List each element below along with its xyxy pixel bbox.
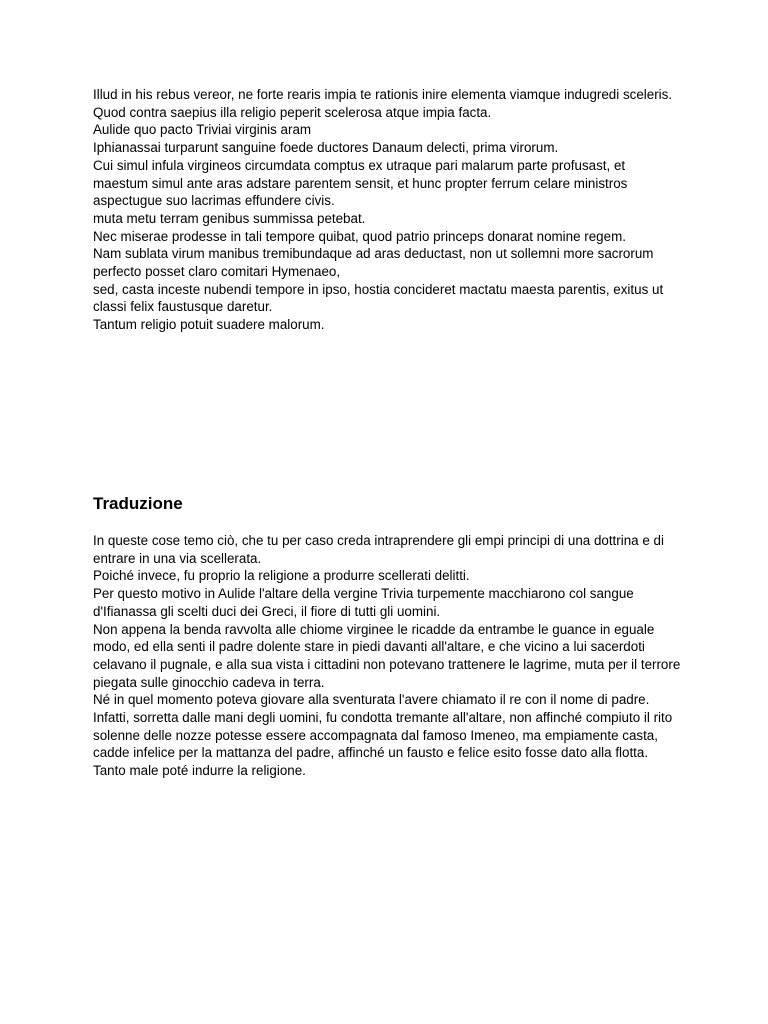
latin-paragraph: Illud in his rebus vereor, ne forte rearis impia te rationis inire elementa viamque indugredi sceleris. Quod contra saepius illa religio peperit scelerosa atque impia facta.	[93, 87, 673, 120]
latin-paragraph: Nec miserae prodesse in tali tempore quibat, quod patrio princeps donarat nomine regem.	[93, 228, 626, 244]
latin-paragraph: Tantum religio potuit suadere malorum.	[93, 317, 325, 333]
latin-text-block	[93, 86, 683, 334]
translation-text-block	[93, 532, 683, 780]
latin-paragraph: muta metu terram genibus summissa petebat.	[93, 210, 366, 226]
latin-paragraph: perfecto posset claro comitari Hymenaeo,	[93, 264, 341, 280]
translation-paragraph: Né in quel momento poteva giovare alla sventurata l'avere chiamato il re con il nome di padre.	[93, 692, 650, 708]
translation-heading: Traduzione	[93, 494, 183, 513]
latin-paragraph: sed, casta inceste nubendi tempore in ipso, hostia concideret mactatu maesta parentis, exitus ut classi felix faustusque daretur.	[93, 281, 664, 315]
translation-paragraph: Per questo motivo in Aulide l'altare della vergine Trivia turpemente macchiarono col sangue d'Ifianassa gli scelti duci dei Greci, il fiore di tutti gli uomini.	[93, 586, 634, 619]
translation-paragraph: Tanto male poté indurre la religione.	[93, 763, 306, 779]
latin-paragraph: Aulide quo pacto Triviai virginis aram	[93, 122, 312, 138]
translation-paragraph: In queste cose temo ciò, che tu per caso creda intraprendere gli empi principi di una dottrina e di entrare in una via scellerata.	[93, 533, 664, 566]
translation-paragraph: Infatti, sorretta dalle mani degli uomini, fu condotta tremante all'altare, non affinché compiuto il rito solenne delle nozze potesse essere accompagnata dal famoso Imeneo, ma empiamente casta, cadde infelice per la mattanza del padre, affinché un fausto e felice esito fosse dato alla flotta.	[93, 710, 673, 761]
translation-paragraph: Poiché invece, fu proprio la religione a produrre scellerati delitti.	[93, 568, 470, 584]
latin-paragraph: Iphianassai turparunt sanguine foede ductores Danaum delecti, prima virorum.	[93, 140, 559, 156]
translation-paragraph: Non appena la benda ravvolta alle chiome virginee le ricadde da entrambe le guance in eguale modo, ed ella senti il padre dolente stare in piedi davanti all'altare, e che vicino a lui sacerdoti celavano il pugnale, e alla sua vista i cittadini non potevano trattenere le lagrime, muta per il terrore piegata sulle ginocchio cadeva in terra.	[93, 621, 681, 690]
latin-paragraph: Cui simul infula virgineos circumdata comptus ex utraque pari malarum parte profusast, et maestum simul ante aras adstare parentem sensit, et hunc propter ferrum celare ministros aspectugue suo lacrimas effundere civis.	[93, 157, 628, 209]
latin-paragraph: Nam sublata virum manibus tremibundaque ad aras deductast, non ut sollemni more sacrorum	[93, 246, 654, 262]
